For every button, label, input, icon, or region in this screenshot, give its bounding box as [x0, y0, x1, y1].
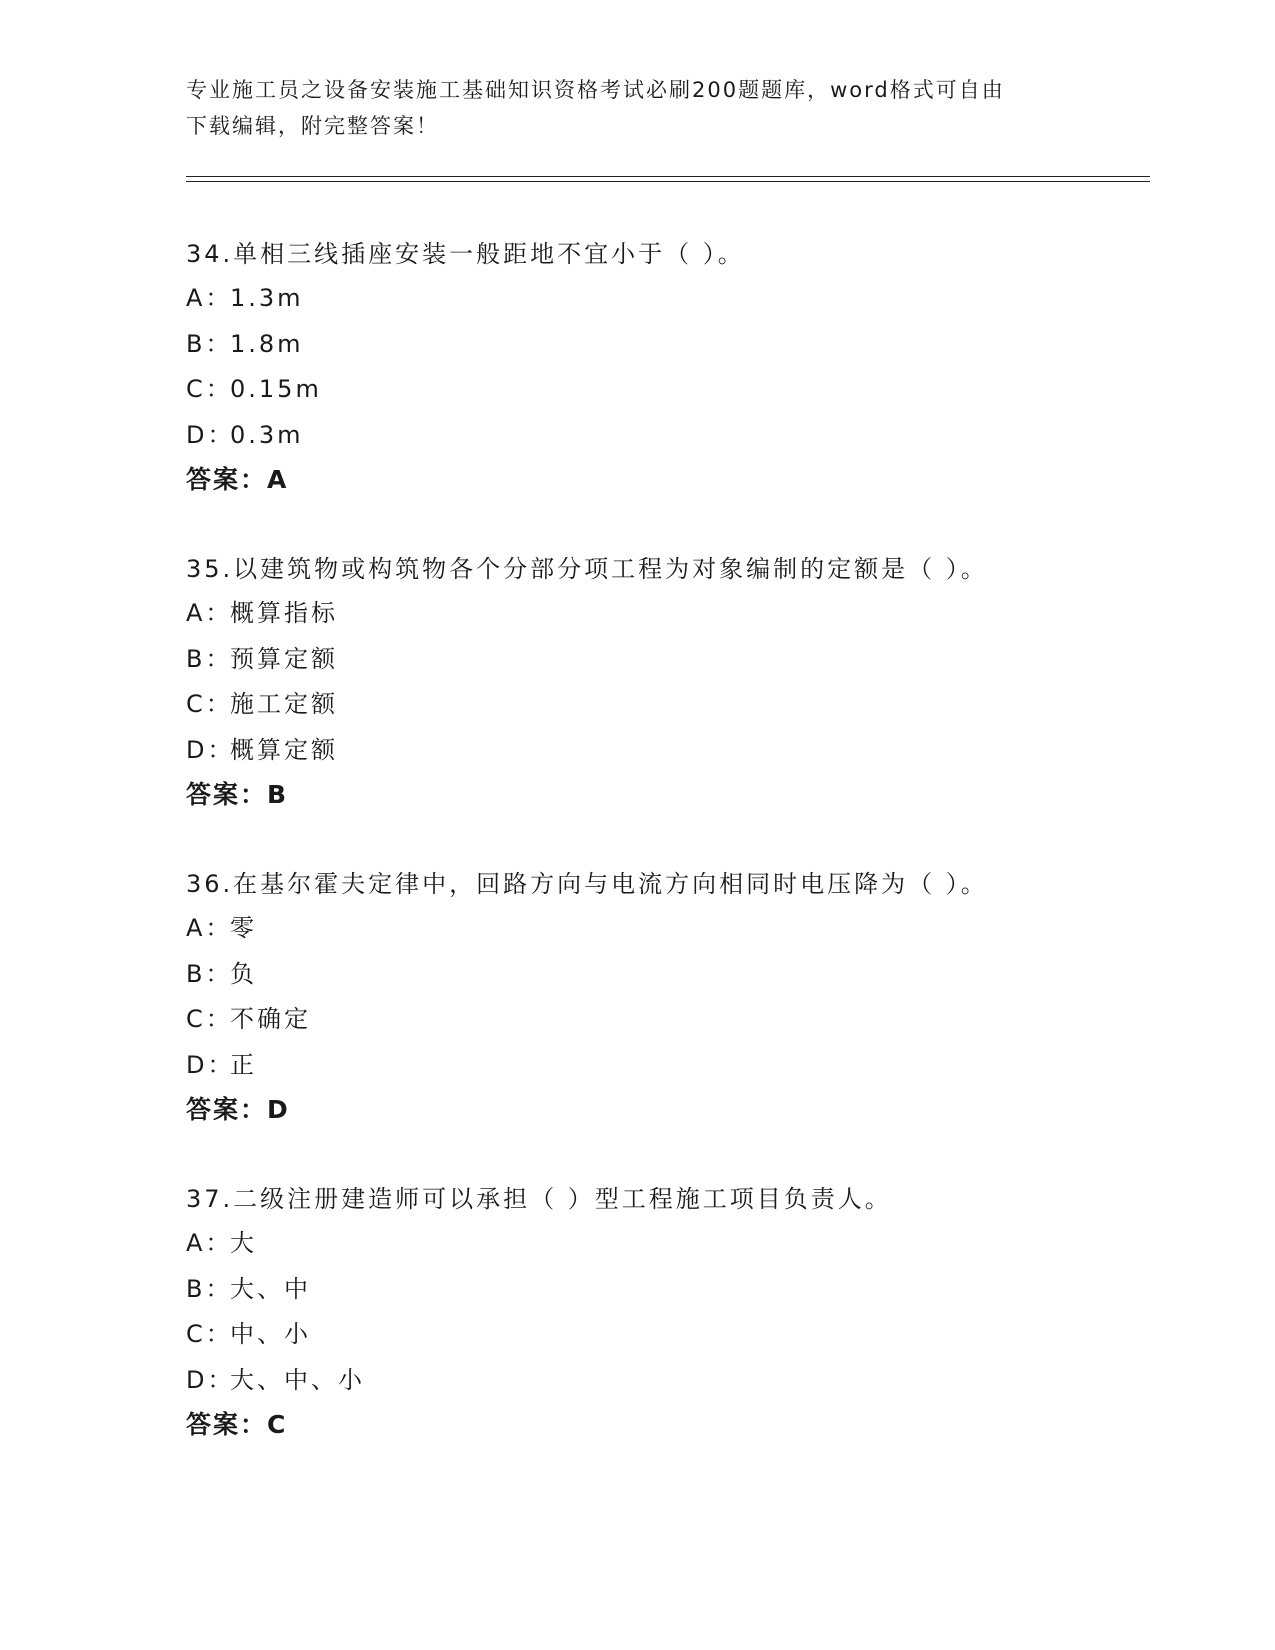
question-stem: 37.二级注册建造师可以承担（ ）型工程施工项目负责人。: [186, 1185, 892, 1213]
question-stem: 34.单相三线插座安装一般距地不宜小于（ ）。: [186, 240, 745, 268]
option-text: 预算定额: [230, 644, 338, 673]
option-text: 0.3m: [230, 420, 304, 449]
option-d: [186, 1358, 1146, 1404]
option-a: [186, 591, 1146, 637]
answer-line: 答案：B: [186, 780, 289, 809]
option-key: C：: [186, 1320, 233, 1348]
option-text: 概算定额: [230, 735, 338, 764]
question-35: [186, 547, 1146, 817]
option-key: A：: [186, 914, 233, 942]
option-key: B：: [186, 329, 233, 358]
option-key: D：: [186, 420, 235, 449]
option-key: B：: [186, 1274, 233, 1303]
option-text: 零: [230, 914, 257, 942]
option-key: A：: [186, 1229, 233, 1257]
question-stem: 36.在基尔霍夫定律中，回路方向与电流方向相同时电压降为（ ）。: [186, 870, 988, 898]
option-text: 大、中: [230, 1274, 311, 1303]
question-36: [186, 862, 1146, 1132]
option-a: [186, 1221, 1146, 1267]
option-c: [186, 1312, 1146, 1358]
option-key: A：: [186, 599, 233, 627]
option-d: [186, 728, 1146, 774]
option-key: B：: [186, 644, 233, 673]
header-divider-bottom: [186, 181, 1150, 182]
answer-line: 答案：A: [186, 465, 289, 494]
option-text: 施工定额: [230, 690, 338, 718]
option-key: C：: [186, 1005, 233, 1033]
option-d: [186, 413, 1146, 459]
option-text: 负: [230, 959, 257, 988]
header-line-2: 下载编辑，附完整答案！: [186, 114, 439, 138]
option-text: 不确定: [230, 1005, 311, 1033]
option-key: B：: [186, 959, 233, 988]
option-text: 概算指标: [230, 599, 338, 627]
option-d: [186, 1043, 1146, 1089]
option-c: [186, 997, 1146, 1043]
option-key: D：: [186, 1050, 235, 1079]
option-key: A：: [186, 284, 233, 312]
question-stem: 35.以建筑物或构筑物各个分部分项工程为对象编制的定额是（ ）。: [186, 555, 988, 583]
option-b: [186, 637, 1146, 683]
question-34: [186, 232, 1146, 502]
answer-line: 答案：C: [186, 1410, 288, 1439]
option-text: 大、中、小: [230, 1365, 365, 1394]
option-a: [186, 276, 1146, 322]
option-c: [186, 367, 1146, 413]
option-text: 正: [230, 1050, 257, 1079]
header-divider-top: [186, 176, 1150, 177]
option-text: 0.15m: [230, 375, 322, 403]
option-text: 中、小: [230, 1320, 311, 1348]
option-c: [186, 682, 1146, 728]
header-line-1: 专业施工员之设备安装施工基础知识资格考试必刷200题题库，word格式可自由: [186, 78, 1005, 102]
option-text: 1.8m: [230, 329, 304, 358]
option-b: [186, 1267, 1146, 1313]
option-text: 大: [230, 1229, 257, 1257]
document-header: [186, 72, 1086, 144]
option-b: [186, 322, 1146, 368]
answer-line: 答案：D: [186, 1095, 290, 1124]
option-key: C：: [186, 375, 233, 403]
option-key: D：: [186, 1365, 235, 1394]
option-key: D：: [186, 735, 235, 764]
option-a: [186, 906, 1146, 952]
option-text: 1.3m: [230, 284, 304, 312]
option-key: C：: [186, 690, 233, 718]
option-b: [186, 952, 1146, 998]
question-37: [186, 1177, 1146, 1447]
